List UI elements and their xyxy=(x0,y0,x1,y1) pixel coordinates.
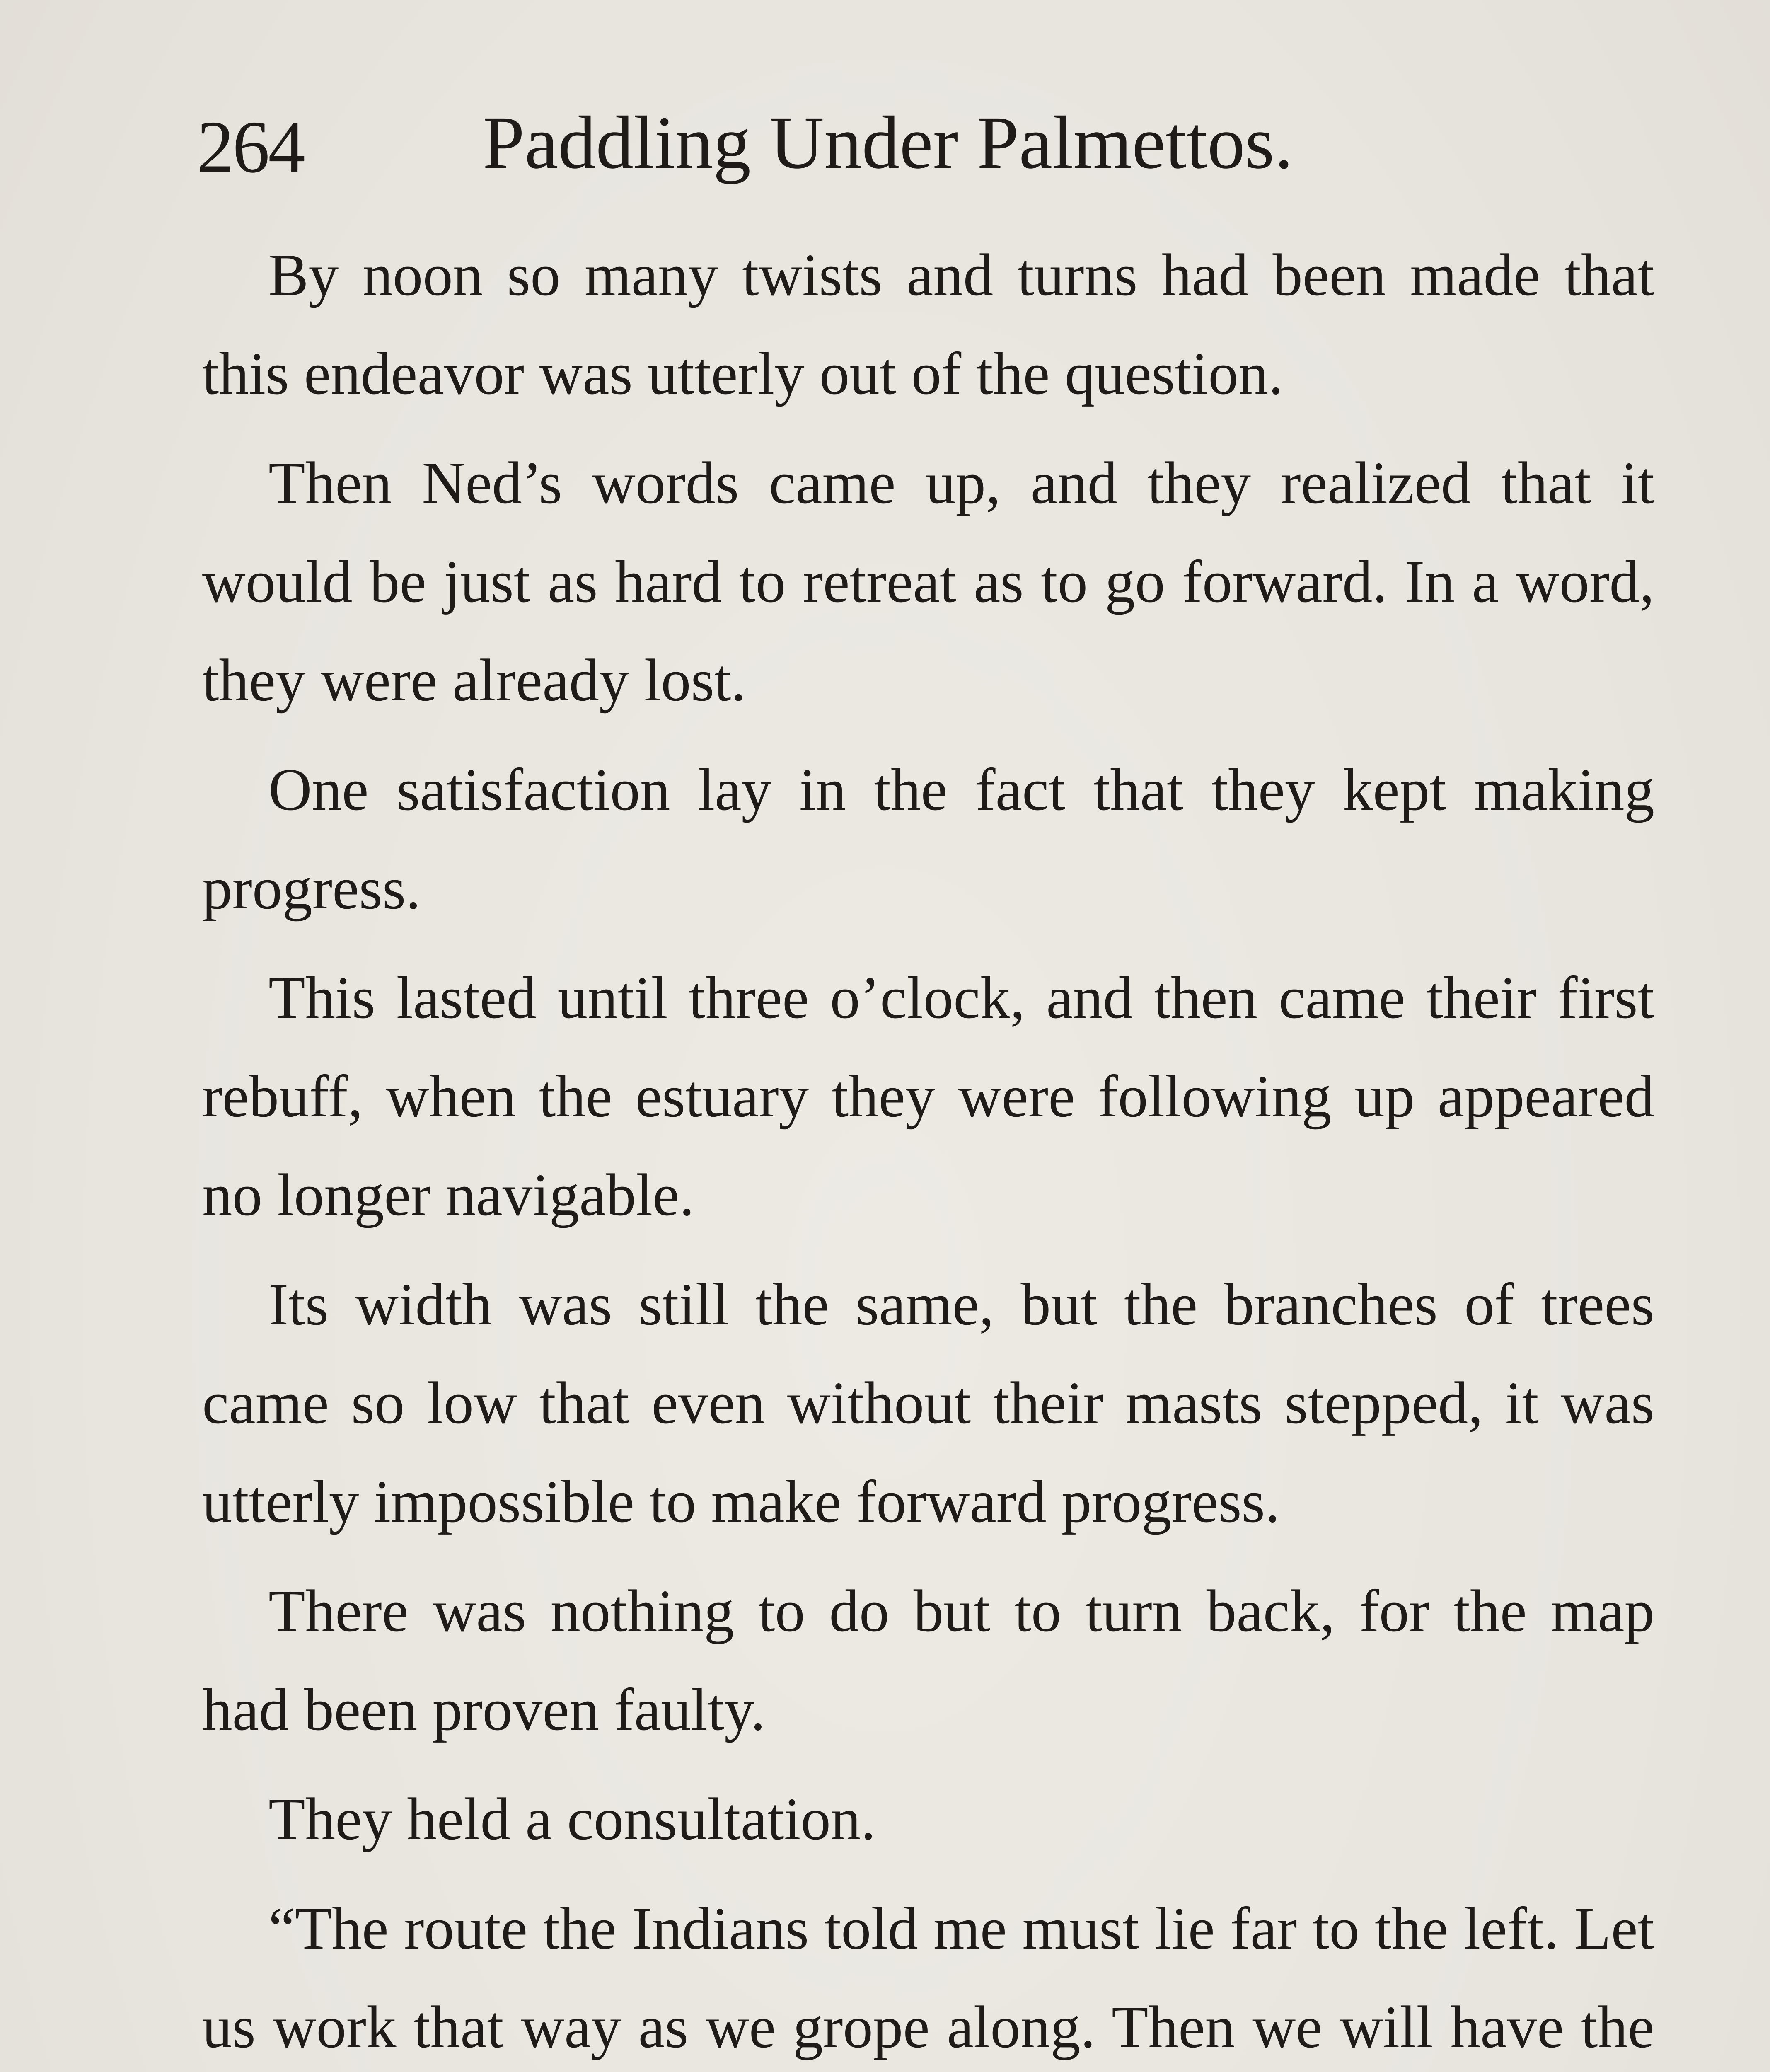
paragraph: This lasted until three o’clock, and then came their first rebuff, when the estuary they were following up appeared no longer navigable. xyxy=(202,965,1654,1228)
running-title: Paddling Under Palmettos. xyxy=(483,101,1294,184)
paragraph: Then Ned’s words came up, and they realized that it would be just as hard to retreat as to go forward. In a word, they were already lost. xyxy=(202,450,1654,714)
paragraph: “The route the Indians told me must lie far to the left. Let us work that way as we grope along. Then we will have the xyxy=(202,1895,1654,2060)
paragraph: There was nothing to do but to turn back, for the map had been proven faulty. xyxy=(202,1578,1654,1743)
page-number: 264 xyxy=(197,106,304,188)
paragraph: Its width was still the same, but the branches of trees came so low that even without their masts stepped, it was utterly impossible to make forward progress. xyxy=(202,1271,1654,1535)
paragraph: They held a consultation. xyxy=(268,1786,876,1852)
page-header xyxy=(197,95,1672,191)
paragraph: One satisfaction lay in the fact that they kept making progress. xyxy=(202,757,1654,922)
paragraph: By noon so many twists and turns had been made that this endeavor was utterly out of the question. xyxy=(202,242,1654,407)
body-text xyxy=(202,226,1654,2072)
